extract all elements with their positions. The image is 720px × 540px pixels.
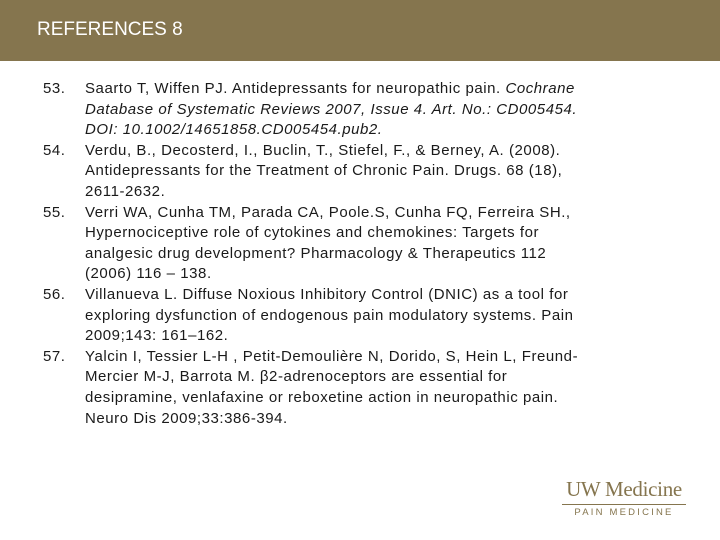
slide-title: REFERENCES 8 bbox=[37, 19, 183, 40]
reference-text: Mercier M-J, Barrota M. β2-adrenoceptors are essential for bbox=[85, 368, 508, 386]
reference-number: 57. bbox=[43, 347, 66, 365]
reference-number: 56. bbox=[43, 285, 66, 303]
reference-text: Saarto T, Wiffen PJ. Antidepressants for neuropathic pain. bbox=[85, 80, 506, 97]
reference-line bbox=[85, 367, 683, 388]
reference-line bbox=[85, 141, 683, 162]
reference-text: Antidepressants for the Treatment of Chronic Pain. Drugs. 68 (18), bbox=[85, 162, 563, 180]
reference-text: (2006) 116 – 138. bbox=[85, 265, 212, 283]
reference-line bbox=[85, 409, 683, 430]
reference-line bbox=[85, 264, 683, 285]
reference-text: exploring dysfunction of endogenous pain modulatory systems. Pain bbox=[85, 306, 574, 324]
reference-line bbox=[85, 347, 683, 368]
reference-line bbox=[85, 244, 683, 265]
reference-item bbox=[43, 347, 683, 429]
reference-line bbox=[85, 79, 683, 100]
reference-line bbox=[85, 120, 683, 141]
reference-text: Yalcin I, Tessier L-H , Petit-Demoulière N, Dorido, S, Hein L, Freund- bbox=[85, 347, 579, 365]
reference-text: Hypernociceptive role of cytokines and chemokines: Targets for bbox=[85, 224, 540, 242]
reference-item bbox=[43, 203, 683, 285]
reference-line bbox=[85, 161, 683, 182]
reference-number: 55. bbox=[43, 203, 66, 221]
reference-text: desipramine, venlafaxine or reboxetine action in neuropathic pain. bbox=[85, 388, 559, 406]
logo-wordmark: UW Medicine bbox=[566, 477, 682, 501]
reference-number: 53. bbox=[43, 80, 66, 97]
reference-line bbox=[85, 182, 683, 203]
reference-item bbox=[43, 79, 683, 141]
reference-text: 2611-2632. bbox=[85, 182, 166, 200]
uw-medicine-logo bbox=[562, 476, 686, 520]
reference-item bbox=[43, 285, 683, 347]
reference-line bbox=[85, 306, 683, 327]
reference-line bbox=[85, 203, 683, 224]
reference-text: Cochrane bbox=[505, 80, 575, 97]
reference-line bbox=[85, 326, 683, 347]
reference-list bbox=[43, 79, 683, 429]
reference-text: Verdu, B., Decosterd, I., Buclin, T., Stiefel, F., & Berney, A. (2008). bbox=[85, 141, 561, 159]
reference-number: 54. bbox=[43, 141, 66, 159]
reference-line bbox=[85, 285, 683, 306]
reference-text: Verri WA, Cunha TM, Parada CA, Poole.S, Cunha FQ, Ferreira SH., bbox=[85, 203, 571, 221]
reference-text: DOI: 10.1002/14651858.CD005454.pub2. bbox=[85, 121, 383, 139]
title-bar bbox=[0, 0, 720, 61]
logo-subtitle: PAIN MEDICINE bbox=[574, 507, 674, 518]
reference-text: Villanueva L. Diffuse Noxious Inhibitory Control (DNIC) as a tool for bbox=[85, 285, 569, 303]
reference-line bbox=[85, 223, 683, 244]
logo-divider bbox=[562, 504, 686, 505]
reference-item bbox=[43, 141, 683, 203]
reference-text: Neuro Dis 2009;33:386-394. bbox=[85, 409, 288, 427]
reference-text: analgesic drug development? Pharmacology & Therapeutics 112 bbox=[85, 244, 547, 262]
reference-text: Database of Systematic Reviews 2007, Issue 4. Art. No.: CD005454. bbox=[85, 100, 578, 118]
reference-text: 2009;143: 161–162. bbox=[85, 327, 229, 345]
reference-line bbox=[85, 100, 683, 121]
reference-line bbox=[85, 388, 683, 409]
